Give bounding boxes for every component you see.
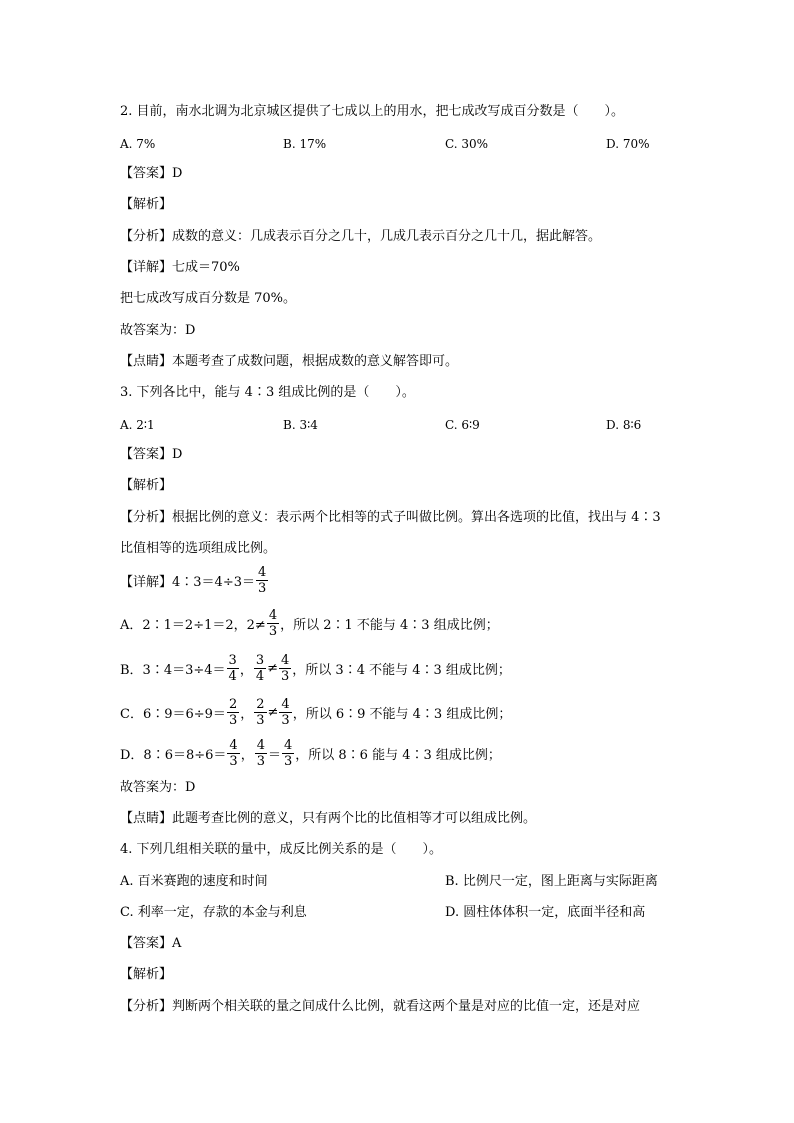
q3-line-b-tail: ，所以 3∶4 不能与 4∶3 组成比例； xyxy=(292,662,511,678)
q4-option-d: D. 圆柱体体积一定，底面半径和高 xyxy=(445,905,646,920)
q3-option-d: D. 8∶6 xyxy=(606,418,642,432)
fraction: $\frac{4}{3}$ xyxy=(281,652,290,684)
fraction: $\frac{4}{3}$ xyxy=(229,737,238,769)
comma: ， xyxy=(240,747,254,763)
q3-analysis-1: 【分析】根据比例的意义：表示两个比相等的式子叫做比例。算出各选项的比值，找出与 4∶3 xyxy=(120,510,661,525)
q2-detail-2: 把七成改写成百分数是 70%。 xyxy=(120,291,297,306)
q2-jiexi: 【解析】 xyxy=(120,197,173,212)
comma: ， xyxy=(240,706,254,722)
q3-analysis-2: 比值相等的选项组成比例。 xyxy=(120,541,277,556)
q3-stem: 3. 下列各比中，能与 4∶3 组成比例的是（ ）。 xyxy=(120,385,415,400)
fraction: $\frac{4}{3}$ xyxy=(284,737,293,769)
fraction: $\frac{4}{3}$ xyxy=(256,737,265,769)
q4-answer: 【答案】A xyxy=(120,936,182,951)
q2-option-b: B. 17% xyxy=(283,137,327,151)
q3-line-b xyxy=(120,650,511,686)
q3-option-a: A. 2∶1 xyxy=(120,418,155,432)
q3-answer: 【答案】D xyxy=(120,447,183,462)
fraction: $\frac{3}{4}$ xyxy=(255,652,265,684)
q3-line-c-tail: ，所以 6∶9 不能与 4∶3 组成比例； xyxy=(292,706,512,722)
fraction: $\frac{4}{3}$ xyxy=(257,564,267,596)
q2-option-a: A. 7% xyxy=(120,137,156,151)
q3-line-d xyxy=(120,735,501,771)
q3-line-a-tail: ，所以 2∶1 不能与 4∶3 组成比例； xyxy=(280,617,499,633)
q3-jiexi: 【解析】 xyxy=(120,478,173,493)
comma: ， xyxy=(239,662,253,678)
q4-option-a: A. 百米赛跑的速度和时间 xyxy=(120,874,268,889)
q3-option-b: B. 3∶4 xyxy=(283,418,318,432)
q2-detail-1: 【详解】七成＝70% xyxy=(120,260,240,275)
q2-analysis: 【分析】成数的意义：几成表示百分之几十，几成几表示百分之几十几，据此解答。 xyxy=(120,229,602,244)
fraction: $\frac{2}{3}$ xyxy=(228,696,238,728)
q3-detail-text: 【详解】4∶3＝4÷3＝ xyxy=(120,574,255,590)
q2-stem: 2. 目前，南水北调为北京城区提供了七成以上的用水，把七成改写成百分数是（ ）。 xyxy=(120,104,625,119)
q4-stem: 4. 下列几组相关联的量中，成反比例关系的是（ ）。 xyxy=(120,842,443,857)
not-equal-sign: ≠ xyxy=(267,660,279,676)
q3-line-a xyxy=(120,605,499,641)
q3-line-d-text: D．8∶6＝8÷6＝ xyxy=(120,747,227,763)
q3-conclusion: 故答案为：D xyxy=(120,780,196,795)
q3-line-b-text: B．3∶4＝3÷4＝ xyxy=(120,662,226,678)
q4-jiexi: 【解析】 xyxy=(120,967,173,982)
q2-option-c: C. 30% xyxy=(445,137,489,151)
q2-option-d: D. 70% xyxy=(606,137,650,151)
q4-option-b: B. 比例尺一定，图上距离与实际距离 xyxy=(445,874,658,889)
q3-option-c: C. 6∶9 xyxy=(445,418,480,432)
fraction: $\frac{4}{3}$ xyxy=(281,696,290,728)
fraction: $\frac{2}{3}$ xyxy=(256,696,265,728)
equal-sign: ＝ xyxy=(267,747,281,763)
q4-option-c: C. 利率一定，存款的本金与利息 xyxy=(120,905,307,920)
q3-comment: 【点睛】此题考查比例的意义，只有两个比的比值相等才可以组成比例。 xyxy=(120,811,537,826)
q4-analysis: 【分析】判断两个相关联的量之间成什么比例，就看这两个量是对应的比值一定，还是对应 xyxy=(120,999,641,1014)
fraction: $\frac{3}{4}$ xyxy=(228,652,237,684)
q3-line-a-text: A．2∶1＝2÷1＝2，2≠ xyxy=(120,617,266,633)
q2-conclusion: 故答案为：D xyxy=(120,323,196,338)
q3-line-c-text: C．6∶9＝6÷9＝ xyxy=(120,706,226,722)
q2-answer: 【答案】D xyxy=(120,166,183,181)
q2-comment: 【点睛】本题考查了成数问题，根据成数的意义解答即可。 xyxy=(120,354,459,369)
q3-detail xyxy=(120,562,269,598)
q3-line-d-tail: ，所以 8∶6 能与 4∶3 组成比例； xyxy=(295,747,501,763)
not-equal-sign: ≠ xyxy=(267,704,279,720)
fraction: $\frac{4}{3}$ xyxy=(268,607,278,639)
q3-line-c xyxy=(120,694,511,730)
